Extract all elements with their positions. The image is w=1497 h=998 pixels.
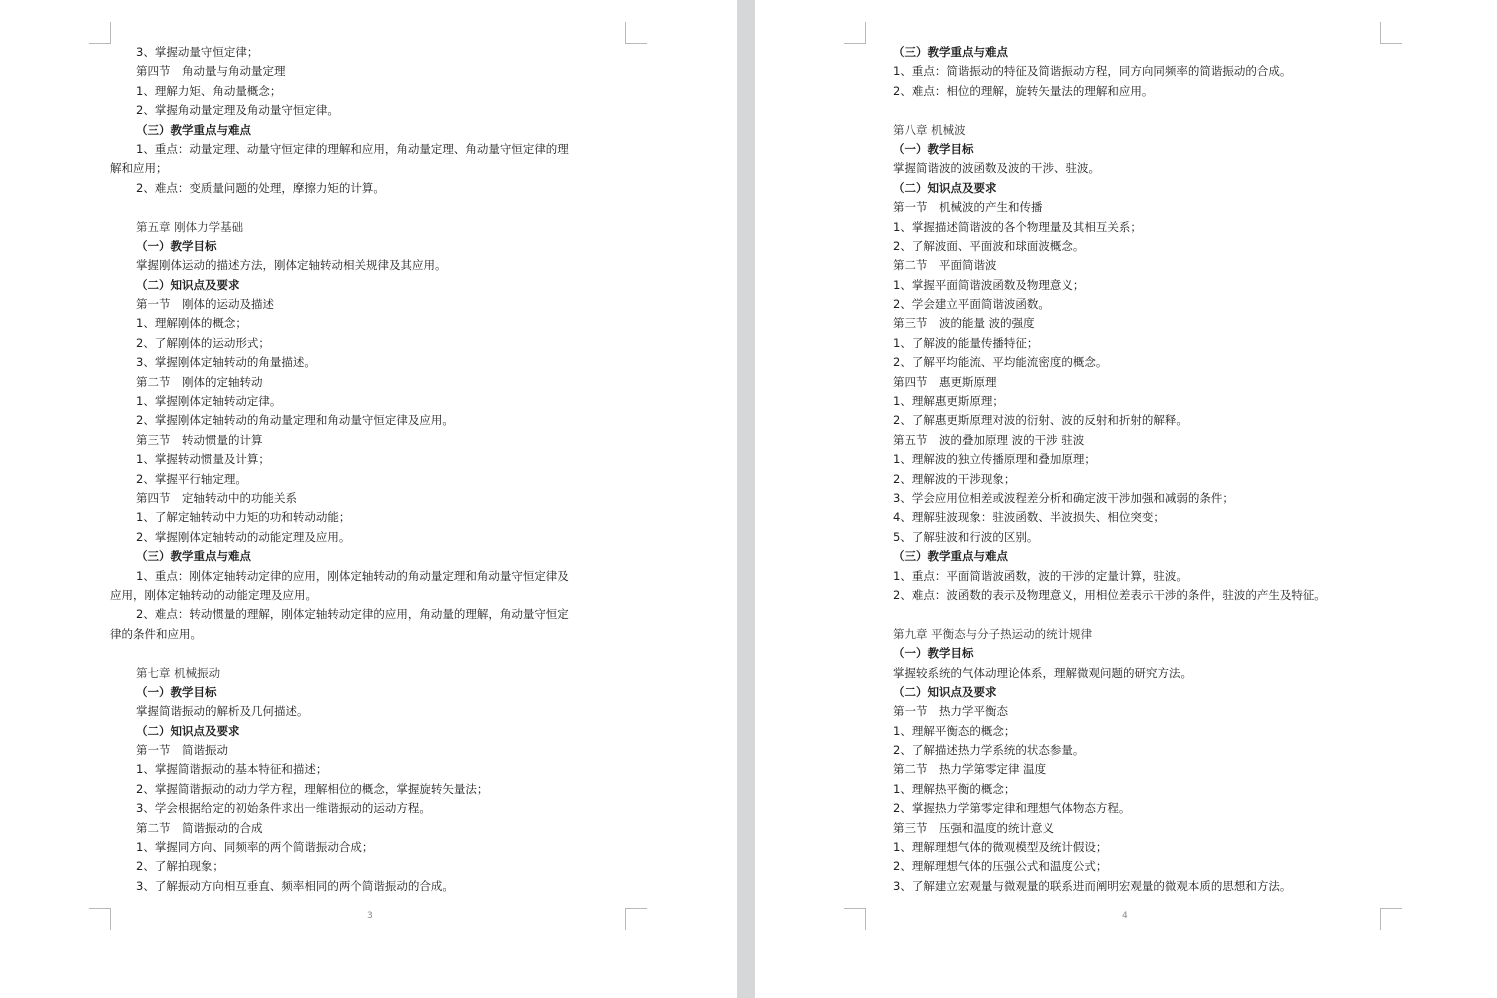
text-line: 2、学会建立平面简谐波函数。 bbox=[893, 297, 1050, 312]
section-heading: （二）知识点及要求 bbox=[893, 684, 997, 699]
section-heading: （三）教学重点与难点 bbox=[136, 122, 251, 137]
crop-mark-bottom-right bbox=[625, 908, 647, 930]
text-line: 第三节 转动惯量的计算 bbox=[136, 432, 263, 447]
section-heading: （三）教学重点与难点 bbox=[893, 45, 1008, 59]
text-line: 1、掌握平面简谐波函数及物理意义； bbox=[893, 277, 1085, 292]
text-line: 解和应用； bbox=[110, 161, 168, 176]
crop-mark-top-left bbox=[89, 22, 111, 44]
text-line: 第二节 刚体的定轴转动 bbox=[136, 374, 263, 389]
text-line: 1、理解刚体的概念； bbox=[136, 316, 247, 331]
text-line: 掌握简谐振动的解析及几何描述。 bbox=[136, 704, 309, 719]
text-line: 2、掌握刚体定轴转动的动能定理及应用。 bbox=[136, 529, 351, 544]
text-line: 掌握刚体运动的描述方法，刚体定轴转动相关规律及其应用。 bbox=[136, 258, 447, 273]
text-line: 2、难点：转动惯量的理解，刚体定轴转动定律的应用，角动量的理解，角动量守恒定 bbox=[136, 607, 569, 622]
text-line: 1、理解波的独立传播原理和叠加原理； bbox=[893, 452, 1096, 467]
text-line: 1、理解热平衡的概念； bbox=[893, 781, 1016, 796]
text-line: 1、掌握描述简谐波的各个物理量及其相互关系； bbox=[893, 219, 1142, 234]
section-heading: （三）教学重点与难点 bbox=[136, 549, 251, 564]
page-text-block bbox=[110, 43, 630, 896]
text-line: 1、掌握简谐振动的基本特征和描述； bbox=[136, 762, 328, 777]
page-text-block bbox=[893, 43, 1393, 896]
section-heading: （一）教学目标 bbox=[893, 141, 974, 156]
text-line: 2、了解拍现象； bbox=[136, 859, 224, 874]
page-number: 4 bbox=[1122, 911, 1128, 921]
text-line: 2、难点：相位的理解，旋转矢量法的理解和应用。 bbox=[893, 83, 1154, 98]
blank-line bbox=[110, 198, 630, 217]
document-page-right bbox=[755, 0, 1497, 998]
text-line: 2、了解描述热力学系统的状态参量。 bbox=[893, 743, 1085, 758]
text-line: 2、难点：波函数的表示及物理意义，用相位差表示干涉的条件，驻波的产生及特征。 bbox=[893, 587, 1326, 602]
text-line: 2、理解波的干涉现象； bbox=[893, 471, 1016, 486]
text-line: 1、掌握转动惯量及计算； bbox=[136, 452, 270, 467]
crop-mark-top-left bbox=[844, 22, 866, 44]
crop-mark-bottom-right bbox=[1380, 908, 1402, 930]
crop-mark-bottom-left bbox=[89, 908, 111, 930]
section-heading: （一）教学目标 bbox=[136, 238, 217, 253]
chapter-heading: 第九章 平衡态与分子热运动的统计规律 bbox=[893, 626, 1093, 641]
text-line: 3、学会应用位相差或波程差分析和确定波干涉加强和减弱的条件； bbox=[893, 490, 1234, 505]
text-line: 2、了解刚体的运动形式； bbox=[136, 335, 270, 350]
text-line: 第一节 刚体的运动及描述 bbox=[136, 297, 274, 312]
text-line: 2、了解波面、平面波和球面波概念。 bbox=[893, 238, 1085, 253]
section-heading: （三）教学重点与难点 bbox=[893, 549, 1008, 564]
text-line: 1、重点：动量定理、动量守恒定律的理解和应用，角动量定理、角动量守恒定律的理 bbox=[136, 141, 569, 156]
text-line: 第四节 角动量与角动量定理 bbox=[136, 64, 286, 79]
text-line: 1、理解力矩、角动量概念； bbox=[136, 83, 282, 98]
blank-line bbox=[110, 644, 630, 663]
section-heading: （一）教学目标 bbox=[893, 646, 974, 661]
text-line: 律的条件和应用。 bbox=[110, 626, 202, 641]
text-line: 1、重点：简谐振动的特征及简谐振动方程，同方向同频率的简谐振动的合成。 bbox=[893, 64, 1292, 79]
text-line: 第二节 热力学第零定律 温度 bbox=[893, 762, 1047, 777]
blank-line bbox=[893, 605, 1393, 624]
blank-line bbox=[893, 101, 1393, 120]
text-line: 2、掌握角动量定理及角动量守恒定律。 bbox=[136, 103, 339, 118]
text-line: 3、了解振动方向相互垂直、频率相同的两个简谐振动的合成。 bbox=[136, 878, 454, 893]
text-line: 第三节 波的能量 波的强度 bbox=[893, 316, 1035, 331]
section-heading: （一）教学目标 bbox=[136, 684, 217, 699]
text-line: 第一节 热力学平衡态 bbox=[893, 704, 1008, 719]
text-line: 1、理解惠更斯原理； bbox=[893, 394, 1004, 409]
page-gutter bbox=[737, 0, 755, 998]
text-line: 2、了解平均能流、平均能流密度的概念。 bbox=[893, 355, 1108, 370]
text-line: 2、理解理想气体的压强公式和温度公式； bbox=[893, 859, 1108, 874]
text-line: 1、了解波的能量传播特征； bbox=[893, 335, 1039, 350]
text-line: 第二节 简谐振动的合成 bbox=[136, 820, 263, 835]
text-line: 1、掌握同方向、同频率的两个简谐振动合成； bbox=[136, 840, 374, 855]
text-line: 第四节 惠更斯原理 bbox=[893, 374, 997, 389]
text-line: 1、理解理想气体的微观模型及统计假设； bbox=[893, 840, 1108, 855]
text-line: 2、了解惠更斯原理对波的衍射、波的反射和折射的解释。 bbox=[893, 413, 1188, 428]
text-line: 第一节 简谐振动 bbox=[136, 743, 228, 758]
text-line: 3、掌握刚体定轴转动的角量描述。 bbox=[136, 355, 316, 370]
document-page-left bbox=[0, 0, 737, 998]
text-line: 第五节 波的叠加原理 波的干涉 驻波 bbox=[893, 432, 1085, 447]
text-line: 掌握较系统的气体动理论体系，理解微观问题的研究方法。 bbox=[893, 665, 1192, 680]
chapter-heading: 第八章 机械波 bbox=[893, 122, 966, 137]
text-line: 1、理解平衡态的概念； bbox=[893, 723, 1016, 738]
text-line: 第四节 定轴转动中的功能关系 bbox=[136, 490, 297, 505]
section-heading: （二）知识点及要求 bbox=[136, 277, 240, 292]
section-heading: （二）知识点及要求 bbox=[893, 180, 997, 195]
text-line: 1、掌握刚体定轴转动定律。 bbox=[136, 394, 282, 409]
text-line: 2、难点：变质量问题的处理，摩擦力矩的计算。 bbox=[136, 180, 385, 195]
text-line: 第一节 机械波的产生和传播 bbox=[893, 200, 1043, 215]
text-line: 应用，刚体定轴转动的动能定理及应用。 bbox=[110, 587, 317, 602]
text-line: 4、理解驻波现象：驻波函数、半波损失、相位突变； bbox=[893, 510, 1165, 525]
chapter-heading: 第七章 机械振动 bbox=[136, 665, 221, 680]
text-line: 1、了解定轴转动中力矩的功和转动动能； bbox=[136, 510, 351, 525]
section-heading: （二）知识点及要求 bbox=[136, 723, 240, 738]
page-number: 3 bbox=[367, 911, 373, 921]
text-line: 2、掌握热力学第零定律和理想气体物态方程。 bbox=[893, 801, 1131, 816]
crop-mark-top-right bbox=[625, 22, 647, 44]
text-line: 2、掌握刚体定轴转动的角动量定理和角动量守恒定律及应用。 bbox=[136, 413, 454, 428]
text-line: 第三节 压强和温度的统计意义 bbox=[893, 820, 1054, 835]
crop-mark-bottom-left bbox=[844, 908, 866, 930]
text-line: 第二节 平面简谐波 bbox=[893, 258, 997, 273]
text-line: 1、重点：平面简谐波函数，波的干涉的定量计算，驻波。 bbox=[893, 568, 1188, 583]
text-line: 3、学会根据给定的初始条件求出一维谐振动的运动方程。 bbox=[136, 801, 431, 816]
text-line: 2、掌握简谐振动的动力学方程，理解相位的概念，掌握旋转矢量法； bbox=[136, 781, 489, 796]
text-line: 掌握简谐波的波函数及波的干涉、驻波。 bbox=[893, 161, 1100, 176]
text-line: 3、掌握动量守恒定律； bbox=[136, 45, 259, 59]
text-line: 3、了解建立宏观量与微观量的联系进而阐明宏观量的微观本质的思想和方法。 bbox=[893, 878, 1292, 893]
text-line: 1、重点：刚体定轴转动定律的应用，刚体定轴转动的角动量定理和角动量守恒定律及 bbox=[136, 568, 569, 583]
chapter-heading: 第五章 刚体力学基础 bbox=[136, 219, 244, 234]
text-line: 5、了解驻波和行波的区别。 bbox=[893, 529, 1039, 544]
crop-mark-top-right bbox=[1380, 22, 1402, 44]
text-line: 2、掌握平行轴定理。 bbox=[136, 471, 247, 486]
